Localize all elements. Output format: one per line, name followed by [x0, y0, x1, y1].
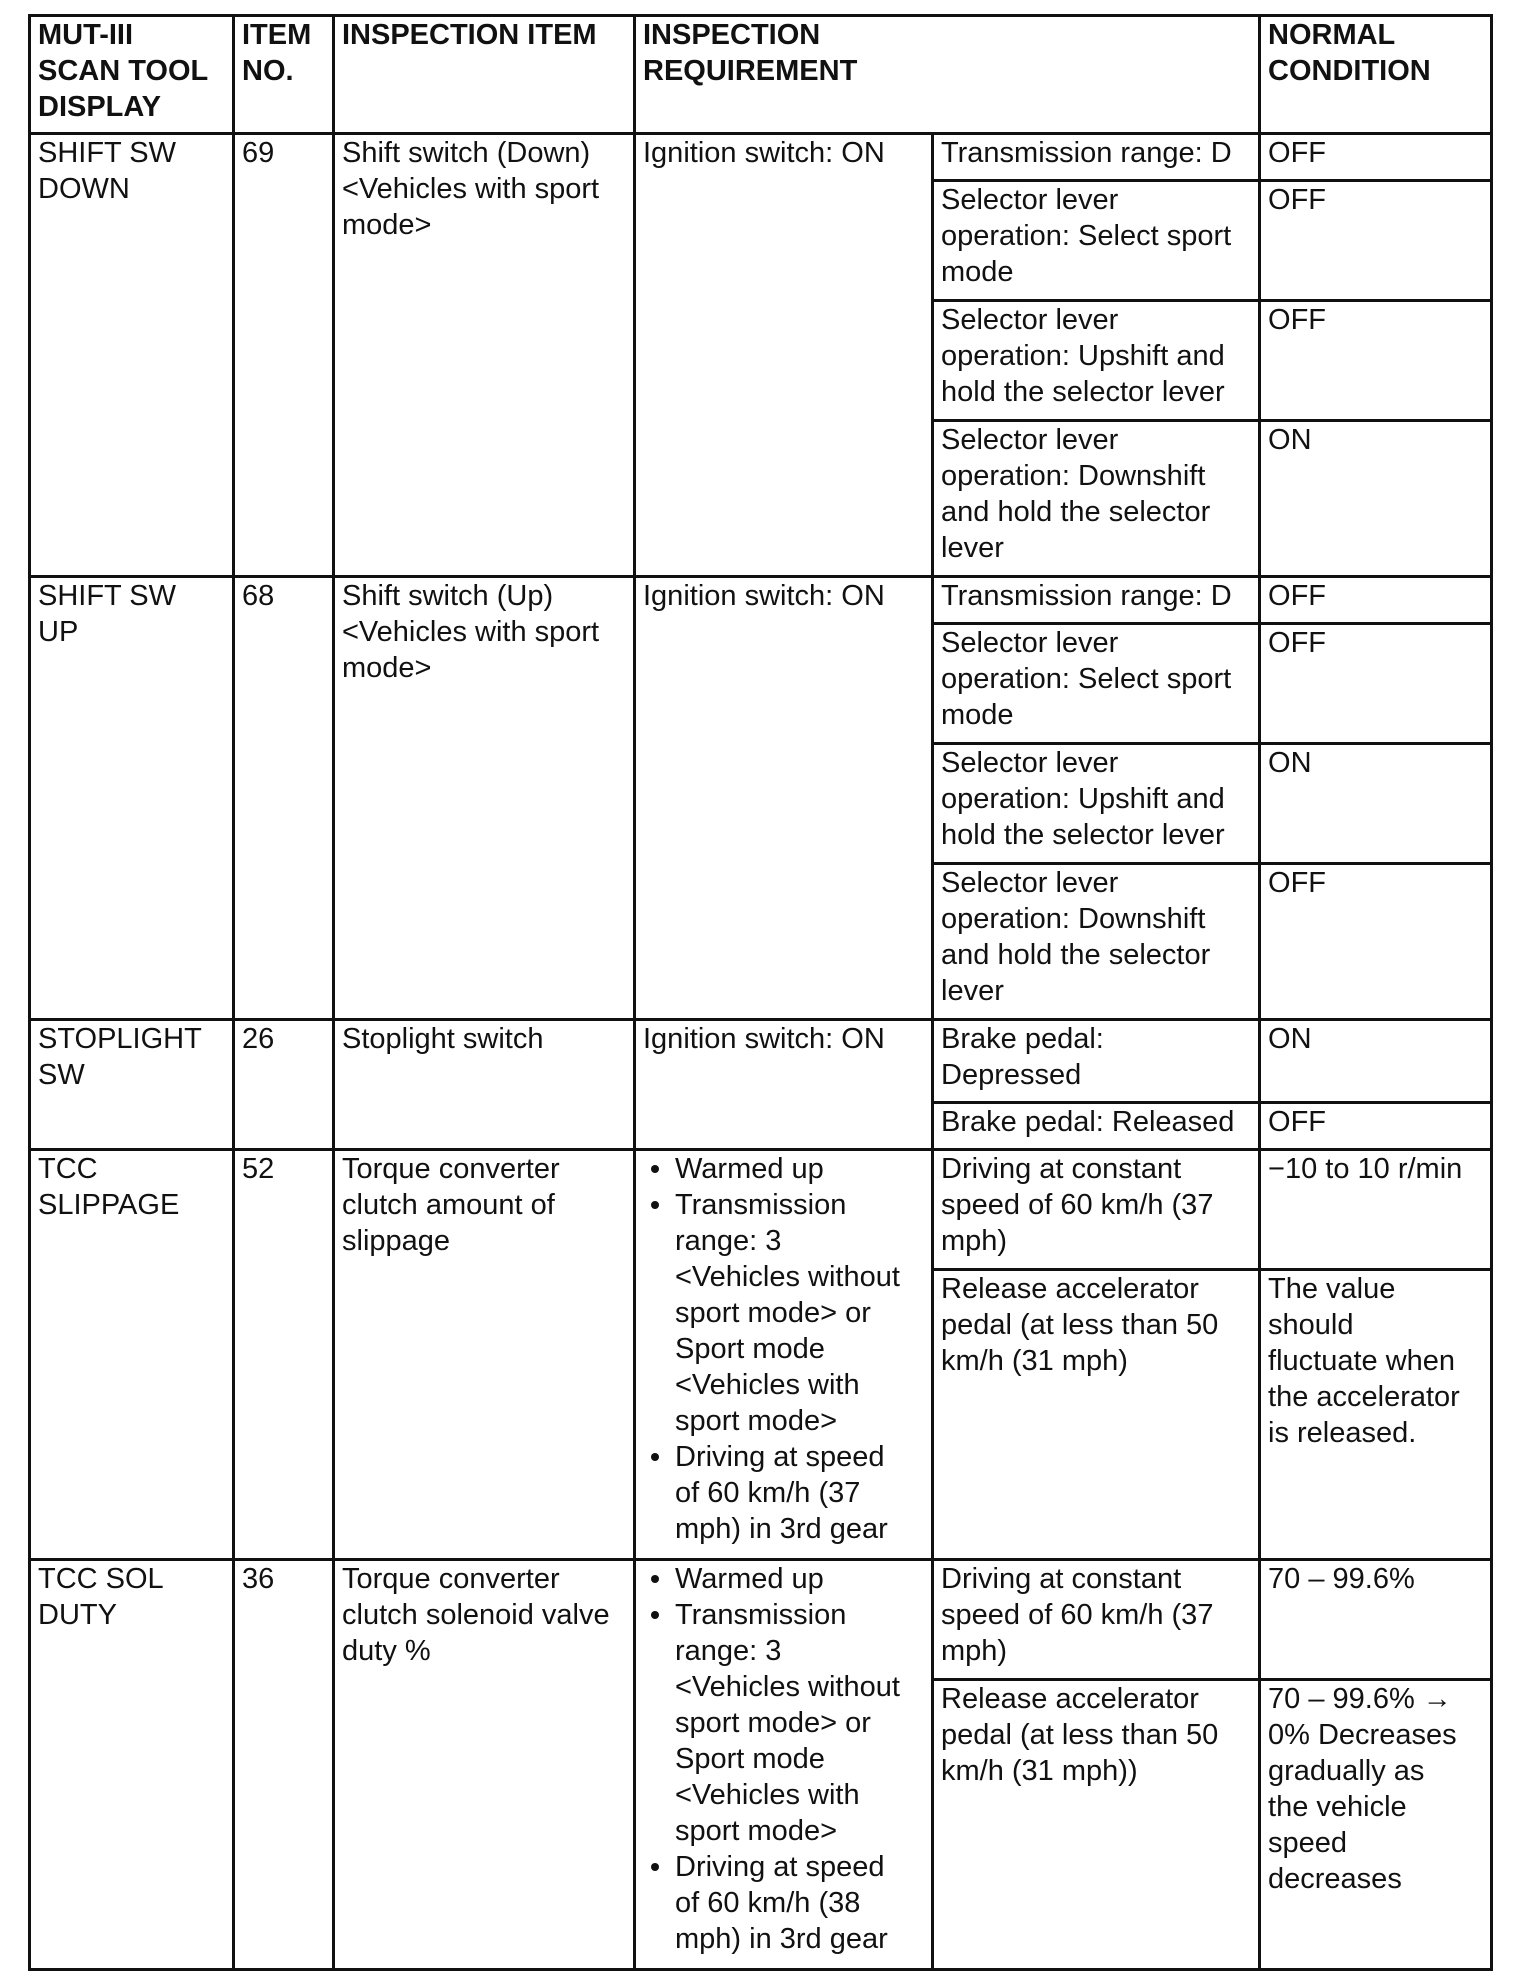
normal-condition-cell: The value should fluctuate when the accelerator is released. [1260, 1270, 1492, 1560]
requirement-bullet: Warmed up [675, 1151, 924, 1187]
display-cell: TCC SLIPPAGE [30, 1150, 234, 1560]
operation-cell: Driving at constant speed of 60 km/h (37 mph) [933, 1560, 1260, 1680]
requirement-list [643, 1151, 924, 1547]
item-no-cell: 36 [234, 1560, 334, 1970]
inspection-item-cell: Torque converter clutch solenoid valve duty % [334, 1560, 635, 1970]
header-display: MUT-III SCAN TOOL DISPLAY [30, 16, 234, 134]
operation-cell: Driving at constant speed of 60 km/h (37 mph) [933, 1150, 1260, 1270]
item-no-cell: 52 [234, 1150, 334, 1560]
inspection-item-cell: Torque converter clutch amount of slippage [334, 1150, 635, 1560]
item-no-cell: 68 [234, 577, 334, 1020]
normal-condition-cell: 70 – 99.6% → 0% Decreases gradually as the vehicle speed decreases [1260, 1680, 1492, 1970]
operation-cell: Selector lever operation: Upshift and hold the selector lever [933, 301, 1260, 421]
normal-condition-cell: OFF [1260, 577, 1492, 624]
operation-cell: Brake pedal: Depressed [933, 1020, 1260, 1103]
table-row [30, 1560, 1492, 1680]
normal-condition-cell: ON [1260, 1020, 1492, 1103]
inspection-table [28, 14, 1493, 1971]
header-item-no: ITEM NO. [234, 16, 334, 134]
requirement-list [643, 1561, 924, 1957]
header-row [30, 16, 1492, 134]
table-row [30, 1020, 1492, 1103]
operation-cell: Transmission range: D [933, 577, 1260, 624]
normal-condition-cell: OFF [1260, 1103, 1492, 1150]
inspection-item-cell: Shift switch (Up) <Vehicles with sport mode> [334, 577, 635, 1020]
operation-cell: Transmission range: D [933, 134, 1260, 181]
header-normal-condition: NORMAL CONDITION [1260, 16, 1492, 134]
operation-cell: Selector lever operation: Upshift and hold the selector lever [933, 744, 1260, 864]
operation-cell: Selector lever operation: Select sport mode [933, 181, 1260, 301]
item-no-cell: 69 [234, 134, 334, 577]
operation-cell: Selector lever operation: Select sport mode [933, 624, 1260, 744]
normal-condition-cell: OFF [1260, 864, 1492, 1020]
normal-condition-cell: OFF [1260, 134, 1492, 181]
operation-cell: Selector lever operation: Downshift and hold the selector lever [933, 864, 1260, 1020]
display-cell: SHIFT SW DOWN [30, 134, 234, 577]
header-inspection-requirement: INSPECTION REQUIREMENT [635, 16, 1260, 134]
normal-condition-cell: −10 to 10 r/min [1260, 1150, 1492, 1270]
table-row [30, 134, 1492, 181]
operation-cell: Selector lever operation: Downshift and hold the selector lever [933, 421, 1260, 577]
operation-cell: Release accelerator pedal (at less than 50 km/h (31 mph) [933, 1270, 1260, 1560]
operation-cell: Brake pedal: Released [933, 1103, 1260, 1150]
display-cell: TCC SOL DUTY [30, 1560, 234, 1970]
operation-cell: Release accelerator pedal (at less than 50 km/h (31 mph)) [933, 1680, 1260, 1970]
inspection-item-cell: Stoplight switch [334, 1020, 635, 1150]
normal-condition-cell: OFF [1260, 624, 1492, 744]
display-cell: STOPLIGHT SW [30, 1020, 234, 1150]
requirement-bullet: Transmission range: 3 <Vehicles without sport mode> or Sport mode <Vehicles with sport mode> [675, 1187, 924, 1439]
requirement-bullet: Warmed up [675, 1561, 924, 1597]
normal-condition-cell: OFF [1260, 301, 1492, 421]
requirement-bullet: Transmission range: 3 <Vehicles without sport mode> or Sport mode <Vehicles with sport mode> [675, 1597, 924, 1849]
requirement-cell: Ignition switch: ON [635, 134, 933, 577]
normal-condition-cell: ON [1260, 744, 1492, 864]
normal-condition-cell: OFF [1260, 181, 1492, 301]
table-row [30, 577, 1492, 624]
requirement-cell [635, 1150, 933, 1560]
requirement-cell: Ignition switch: ON [635, 577, 933, 1020]
inspection-item-cell: Shift switch (Down) <Vehicles with sport mode> [334, 134, 635, 577]
header-inspection-item: INSPECTION ITEM [334, 16, 635, 134]
requirement-bullet: Driving at speed of 60 km/h (38 mph) in 3rd gear [675, 1849, 924, 1957]
requirement-cell [635, 1560, 933, 1970]
normal-condition-cell: 70 – 99.6% [1260, 1560, 1492, 1680]
display-cell: SHIFT SW UP [30, 577, 234, 1020]
normal-condition-cell: ON [1260, 421, 1492, 577]
table-row [30, 1150, 1492, 1270]
item-no-cell: 26 [234, 1020, 334, 1150]
requirement-cell: Ignition switch: ON [635, 1020, 933, 1150]
requirement-bullet: Driving at speed of 60 km/h (37 mph) in 3rd gear [675, 1439, 924, 1547]
